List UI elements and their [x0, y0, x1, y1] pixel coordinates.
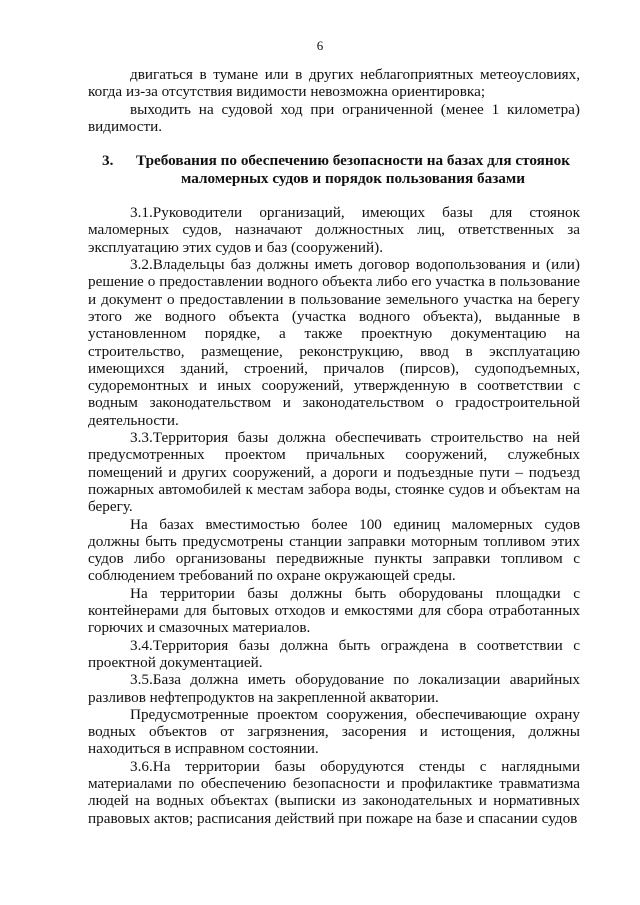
document-body: [88, 66, 580, 827]
paragraph-intro-2: выходить на судовой ход при ограниченной (менее 1 километра) видимости.: [88, 100, 580, 135]
paragraph-3-6: 3.6.На территории базы оборудуются стенды с наглядными материалами по обеспечению безопасности и профилактике травматизма людей на водных объектах (выписки из законодательных и нормативных правовых актов; расписания действий при пожаре на базе и спасании судов: [88, 757, 580, 827]
paragraph-water-protection: Предусмотренные проектом сооружения, обеспечивающие охрану водных объектов от загрязнения, засорения и истощения, должны находиться в исправном состоянии.: [88, 705, 580, 758]
paragraph-3-1: 3.1.Руководители организаций, имеющих базы для стоянок маломерных судов, назначают должностных лиц, ответственных за эксплуатацию этих судов и баз (сооружений).: [88, 204, 580, 256]
section-heading: [88, 152, 580, 187]
paragraph-waste-containers: На территории базы должны быть оборудованы площадки с контейнерами для бытовых отходов и емкостями для сбора отработанных горючих и смазочных материалов.: [88, 584, 580, 637]
section-title: Требования по обеспечению безопасности на базах для стоянок маломерных судов и порядок пользования базами: [136, 152, 570, 187]
paragraph-3-5: 3.5.База должна иметь оборудование по локализации аварийных разливов нефтепродуктов на закрепленной акватории.: [88, 671, 580, 706]
paragraph-3-2: 3.2.Владельцы баз должны иметь договор водопользования и (или) решение о предоставлении водного объекта либо его участка в пользование и документ о предоставлении в пользование земельного участка на берегу этого же водного объекта (участка водного объекта), выданные в установленном порядке, а также проектную документацию на строительство, размещение, реконструкцию, ввод в эксплуатацию имеющихся зданий, строений, причалов (пирсов), судоподъемных, судоремонтных и иных сооружений, утвержденную в соответствии с водным законодательством и законодательством о градостроительной деятельности.: [88, 256, 580, 429]
section-number: 3.: [102, 152, 114, 170]
page-number: 6: [316, 38, 324, 53]
paragraph-fuel-stations: На базах вместимостью более 100 единиц маломерных судов должны быть предусмотрены станции заправки моторным топливом этих судов либо организованы передвижные пункты заправки топливом с соблюдением требований по охране окружающей среды.: [88, 515, 580, 585]
paragraph-intro-1: двигаться в тумане или в других неблагоприятных метеоусловиях, когда из-за отсутствия видимости невозможна ориентировка;: [88, 66, 580, 101]
paragraph-3-3: 3.3.Территория базы должна обеспечивать строительство на ней предусмотренных проектом причальных сооружений, служебных помещений и других сооружений, а дороги и подъездные пути – подъезд пожарных автомобилей к местам забора воды, стоянке судов и объектам на берегу.: [88, 429, 580, 516]
paragraph-3-4: 3.4.Территория базы должна быть ограждена в соответствии с проектной документацией.: [88, 636, 580, 671]
